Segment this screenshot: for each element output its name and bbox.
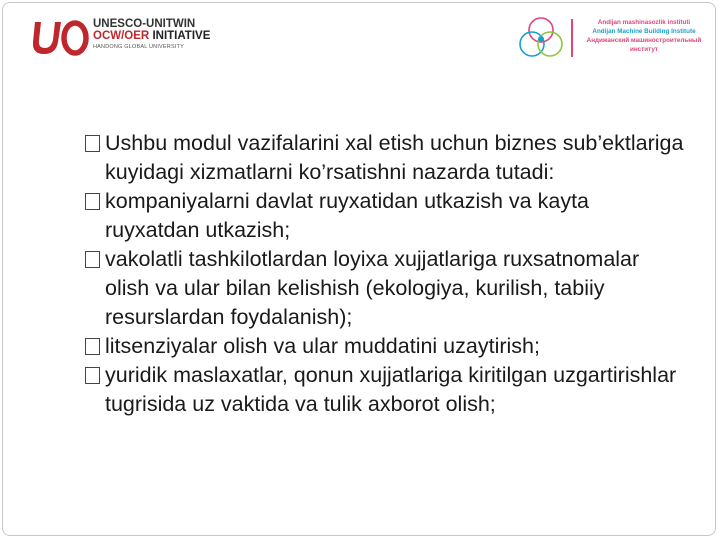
- logo-divider: [571, 19, 573, 57]
- uo-logo-icon: [29, 20, 89, 56]
- bullet-box-icon: [85, 193, 100, 210]
- list-item: [85, 361, 685, 419]
- list-item-text: yuridik maslaxatlar, qonun xujjatlariga kiritilgan uzgartirishlar tugrisida uz vaktida va tulik axborot olish;: [105, 363, 677, 416]
- list-item-text: kompaniyalarni davlat ruyxatidan utkazish va kayta ruyxatdan utkazish;: [105, 189, 590, 242]
- slide-body: [85, 129, 685, 419]
- logo-line-2-rest: INITIATIVE: [152, 30, 211, 42]
- logo-line-2-red: OCW/OER: [93, 30, 150, 42]
- list-item-text: litsenziyalar olish va ular muddatini uzaytirish;: [105, 334, 540, 358]
- institute-name-uz: Andijan mashinasozlik instituti: [597, 19, 691, 26]
- list-item: [85, 187, 685, 245]
- bullet-box-icon: [85, 367, 100, 384]
- institute-emblem-icon: [513, 15, 569, 61]
- list-item: [85, 332, 685, 361]
- institute-name-en: Andijan Machine Building Institute: [592, 28, 696, 35]
- list-item-text: vakolatli tashkilotlardan loyixa xujjatlariga ruxsatnomalar olish va ular bilan kelishish (ekologiya, kurilish, tabiiy resurslardan foydalanish);: [105, 247, 640, 329]
- institute-name-ru: Андижанский машиностроительный: [586, 37, 702, 44]
- bullet-box-icon: [85, 135, 100, 152]
- list-item-text: Ushbu modul vazifalarini xal etish uchun biznes sub’ektlariga kuyidagi xizmatlarni ko’rsatishni nazarda tutadi:: [105, 131, 684, 184]
- andijan-institute-logo: [513, 15, 713, 65]
- list-item: [85, 245, 685, 332]
- unesco-unitwin-logo: [29, 18, 229, 68]
- logo-line-2: [93, 30, 210, 42]
- list-item: [85, 129, 685, 187]
- bullet-box-icon: [85, 338, 100, 355]
- bullet-box-icon: [85, 251, 100, 268]
- logo-line-3: HANDONG GLOBAL UNIVERSITY: [93, 44, 184, 50]
- institute-name-ru-2: институт: [629, 46, 659, 53]
- logo-line-1: UNESCO-UNITWIN: [93, 18, 196, 30]
- slide: [2, 2, 716, 536]
